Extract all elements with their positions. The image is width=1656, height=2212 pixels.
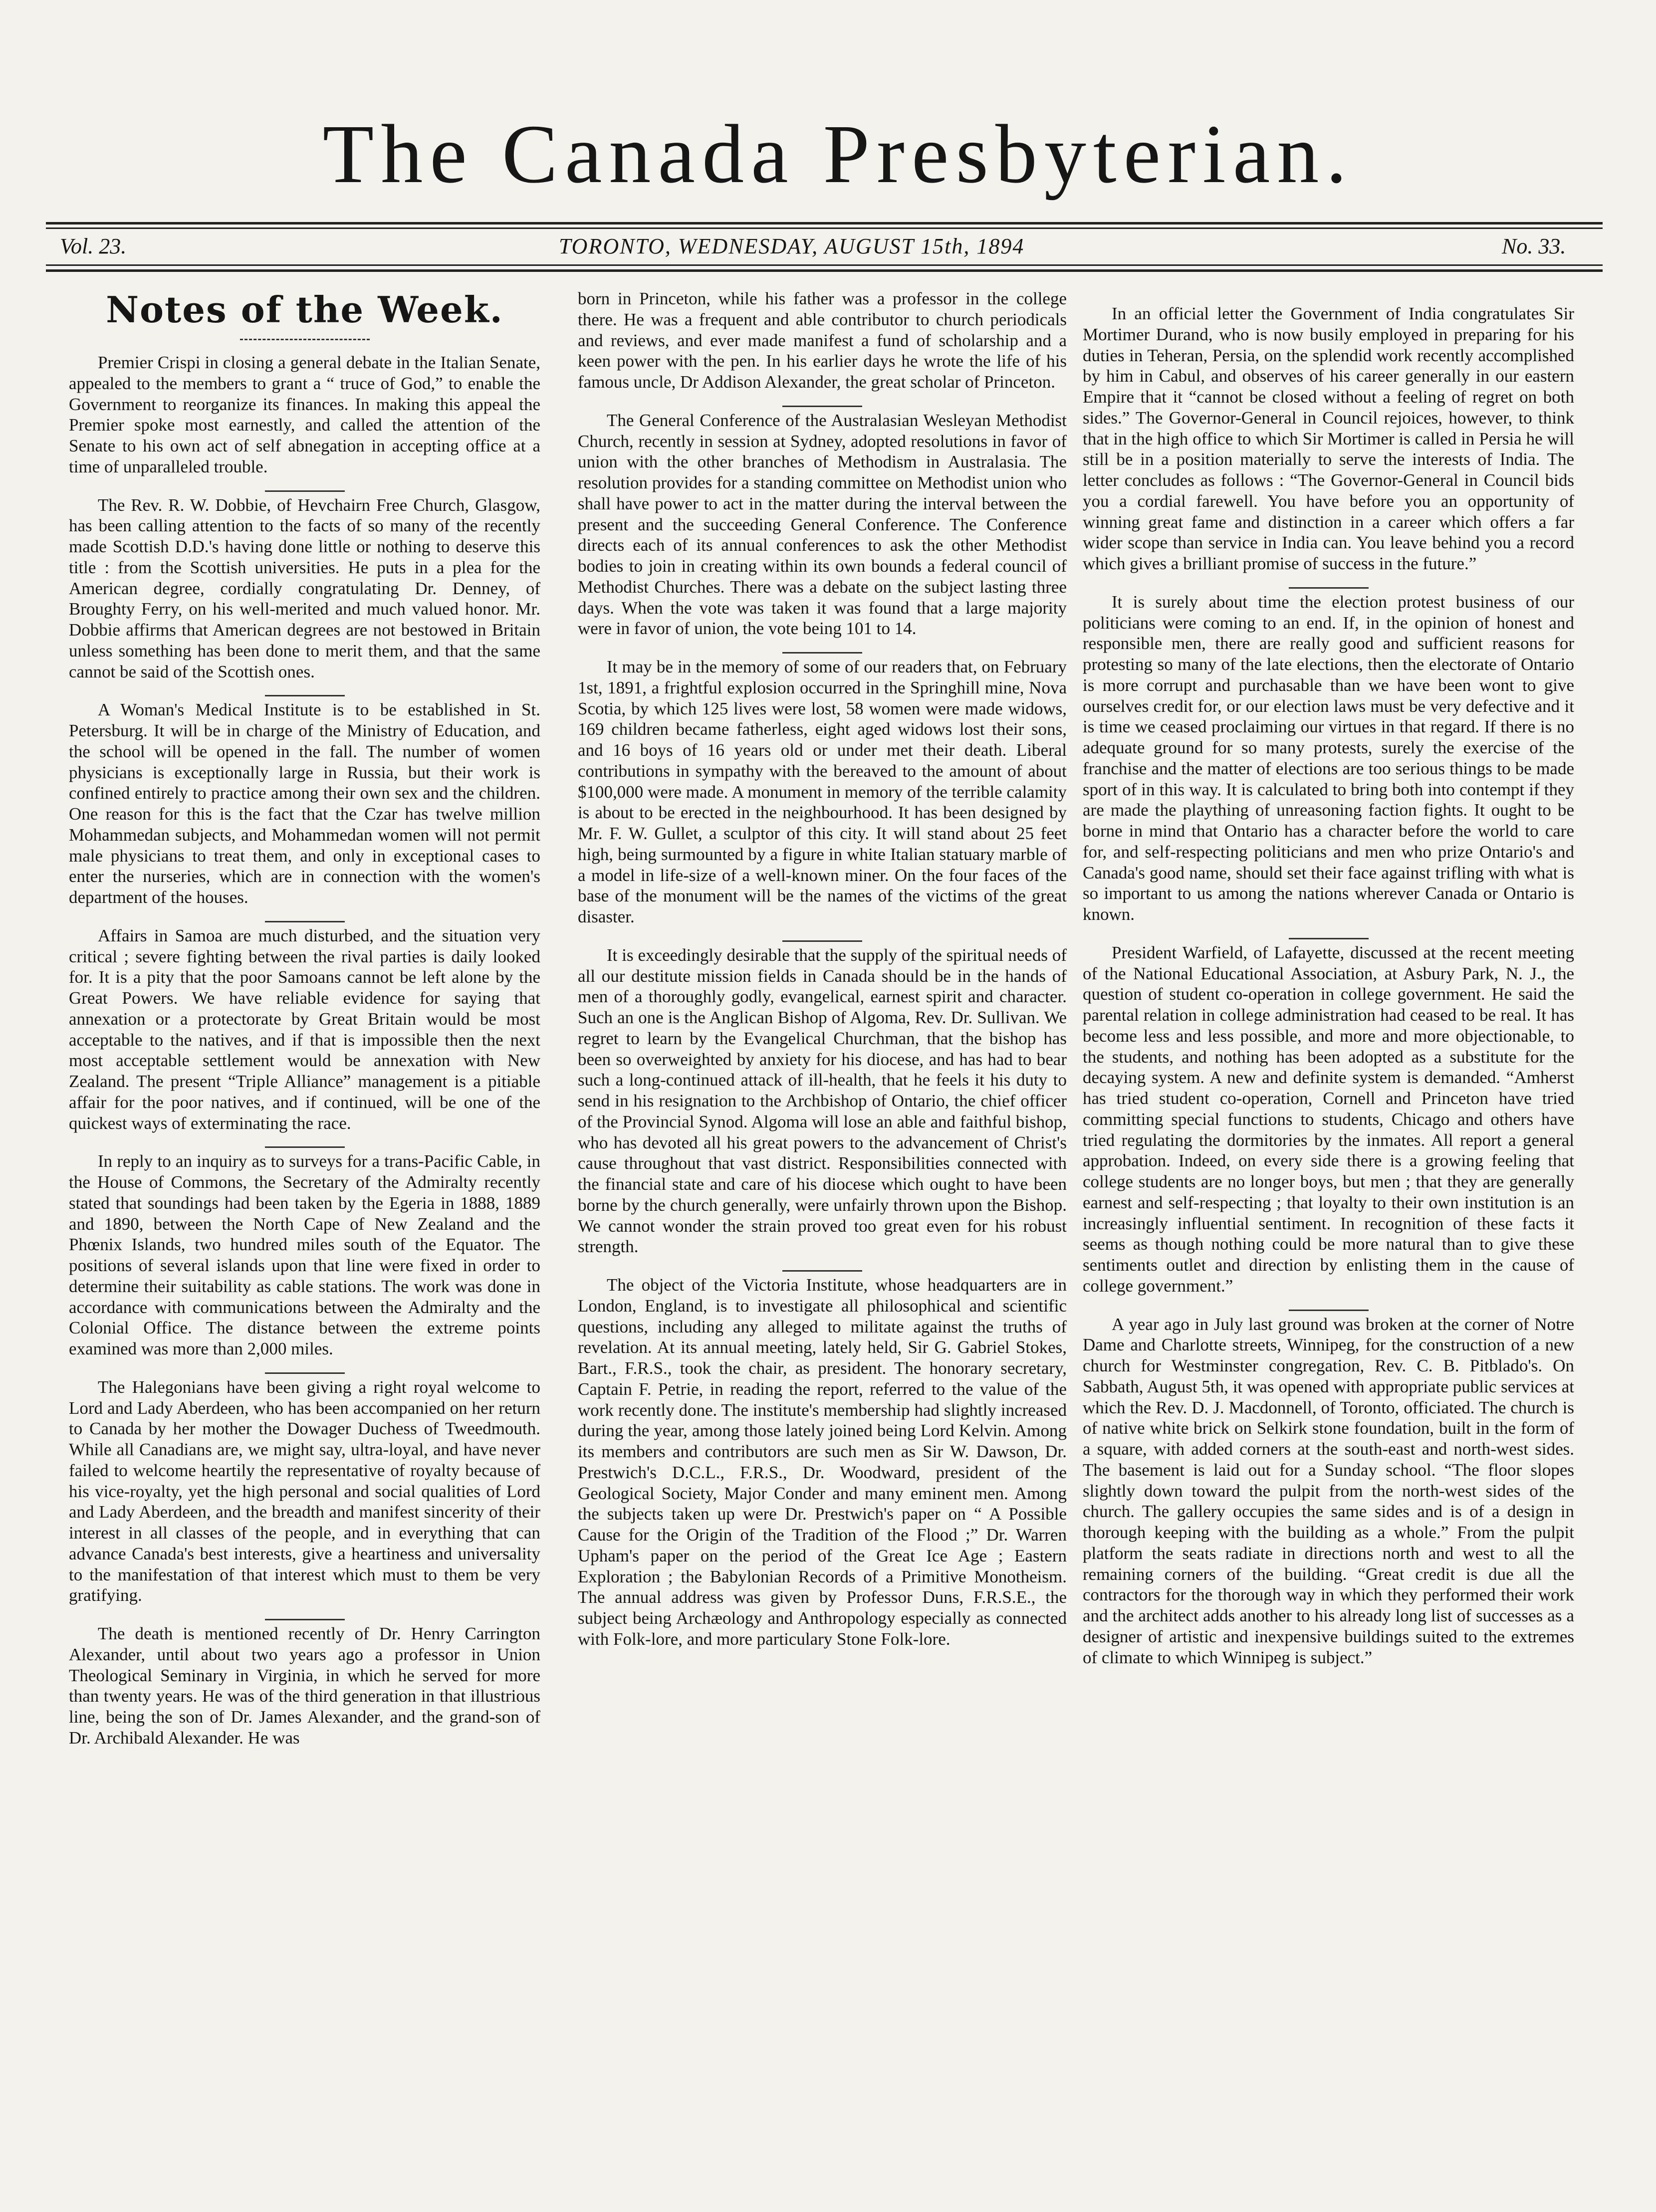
column-1 bbox=[69, 288, 540, 1762]
separator-rule bbox=[265, 695, 345, 696]
dateline-rule bbox=[46, 264, 1603, 266]
separator-rule bbox=[265, 921, 345, 922]
paragraph: A year ago in July last ground was broken at the corner of Notre Dame and Charlotte streets, Winnipeg, for the construction of a new church for Westminster congregation, Rev. C. B. Pitblado's. On Sabbath, August 5th, it was opened with appropriate public services at which the Rev. D. J. Macdonnell, of Toronto, officiated. The church is of native white brick on Selkirk stone foundation, built in the form of a square, with added corners at the south-east and north-west sides. The basement is laid out for a Sunday school. “The floor slopes slightly down toward the pulpit from the north-west sides of the church. The gallery occupies the same sides and is of a design in thorough keeping with the building as a whole.” From the pulpit platform the seats radiate in directions north and west to all the remaining corners of the building. “Great credit is due all the contractors for the thorough way in which they performed their work and the architect adds another to his already long list of successes as a designer of artistic and inexpensive buildings suited to the extremes of climate to which Winnipeg is subject.” bbox=[1083, 1314, 1574, 1667]
paragraph: The Rev. R. W. Dobbie, of Hevchairn Free Church, Glasgow, has been calling attention to the facts of so many of the recently made Scottish D.D.'s having done little or nothing to deserve this title : from the Scottish universities. He puts in a plea for the American degree, cordially congratulating Dr. Denney, of Broughty Ferry, on his well-merited and much valued honor. Mr. Dobbie affirms that American degrees are not bestowed in Britain unless something has been done to merit them, and that the same cannot be said of the Scottish ones. bbox=[69, 495, 540, 681]
separator-rule bbox=[782, 1270, 862, 1272]
separator-rule bbox=[265, 1372, 345, 1374]
column-2 bbox=[578, 288, 1067, 1663]
masthead-second-rule bbox=[46, 227, 1603, 229]
separator-rule bbox=[782, 940, 862, 942]
paragraph: A Woman's Medical Institute is to be established in St. Petersburg. It will be in charge of the Ministry of Education, and the school will be opened in the fall. The number of women physicians is exceptionally large in Russia, but their work is confined entirely to practice among their own sex and the children. One reason for this is the fact that the Czar has twelve million Mohammedan subjects, and Mohammedan women will not permit male physicians to treat them, and only in exceptional cases to enter the nurseries, which are in connection with the women's department of the houses. bbox=[69, 700, 540, 907]
separator-rule bbox=[1289, 587, 1369, 589]
paragraph: President Warfield, of Lafayette, discussed at the recent meeting of the National Educational Association, at Asbury Park, N. J., the question of student co-operation in college government. He said the parental relation in college administration had ceased to be real. It has become less and less possible, and more and more objectionable, to the students, and nothing has been adopted as a substitute for the decaying system. A new and definite system is demanded. “Amherst has tried student co-operation, Cornell and Princeton have tried committing special functions to students, Chicago and others have tried regulating the dormitories by the inmates. All report a general approbation. Indeed, on every side there is a growing feeling that college students are no longer boys, but men ; that they are generally earnest and self-respecting ; that loyalty to their own institution is an increasingly influential sentiment. In recognition of these facts it seems as though nothing could be more natural than to give these sentiments outlet and direction by enlisting them in the cause of college government.” bbox=[1083, 942, 1574, 1296]
separator-rule bbox=[265, 490, 345, 492]
paragraph: The object of the Victoria Institute, whose headquarters are in London, England, is to investigate all philosophical and scientific questions, including any alleged to militate against the truths of revelation. At its annual meeting, lately held, Sir G. Gabriel Stokes, Bart., F.R.S., took the chair, as president. The honorary secretary, Captain F. Petrie, in reading the report, referred to the value of the work recently done. The institute's membership had slightly increased during the year, among those lately joined being Lord Kelvin. Among its members and contributors are such men as Sir W. Dawson, Dr. Prestwich's D.C.L., F.R.S., Dr. Woodward, president of the Geological Society, Major Conder and many eminent men. Among the subjects taken up were Dr. Prestwich's paper on “ A Possible Cause for the Origin of the Tradition of the Flood ;” Dr. Warren Upham's paper on the period of the Great Ice Age ; Eastern Exploration ; the Babylonian Records of a Primitive Monotheism. The annual address was given by Professor Duns, F.R.S.E., the subject being Archæology and Anthropology especially as connected with Folk-lore, and more particulary Stone Folk-lore. bbox=[578, 1275, 1067, 1649]
section-title-rule bbox=[240, 339, 370, 340]
masthead-title: The Canada Presbyterian. bbox=[322, 108, 1354, 201]
separator-rule bbox=[782, 652, 862, 654]
paragraph: The General Conference of the Australasian Wesleyan Methodist Church, recently in session at Sydney, adopted resolutions in favor of union with the other branches of Methodism in Australasia. The resolution provides for a standing committee on Methodist union who shall have power to act in the matter during the interval between the present and the succeeding General Conference. The Conference directs each of its annual conferences to ask the other Methodist bodies to join in creating within its own bounds a federal council of Methodist Churches. There was a debate on the subject lasting three days. When the vote was taken it was found that a large majority were in favor of union, the vote being 101 to 14. bbox=[578, 410, 1067, 639]
separator-rule bbox=[265, 1619, 345, 1620]
paragraph: The Halegonians have been giving a right royal welcome to Lord and Lady Aberdeen, who has been accompanied on her return to Canada by her mother the Dowager Duchess of Tweedmouth. While all Canadians are, we might say, ultra-loyal, and have never failed to welcome heartily the representative of royalty because of his vice-royalty, yet the high personal and social qualities of Lord and Lady Aberdeen, and the breadth and manifest sincerity of their interest in all classes of the people, and in everything that can advance Canada's best interests, give a heartiness and universality to the manifestation of that interest which must to them be very gratifying. bbox=[69, 1377, 540, 1605]
column-3 bbox=[1083, 303, 1574, 1681]
volume-label: Vol. 23. bbox=[60, 234, 127, 258]
separator-rule bbox=[1289, 1310, 1369, 1311]
issue-date: TORONTO, WEDNESDAY, AUGUST 15th, 1894 bbox=[559, 234, 1025, 258]
separator-rule bbox=[782, 406, 862, 407]
paragraph: In reply to an inquiry as to surveys for a trans-Pacific Cable, in the House of Commons, the Secretary of the Admiralty recently stated that soundings had been taken by the Egeria in 1888, 1889 and 1890, between the North Cape of New Zealand and the Phœnix Islands, two hundred miles south of the Equator. The positions of several islands upon that line were fixed in order to determine their suitability as cable stations. The work was done in accordance with communications between the Admiralty and the Colonial Office. The distance between the extreme points examined was more than 2,000 miles. bbox=[69, 1151, 540, 1358]
paragraph: It is surely about time the election protest business of our politicians were coming to an end. If, in the opinion of honest and responsible men, there are really good and sufficient reasons for protesting so many of the late elections, then the electorate of Ontario is more corrupt and purchasable than we have been wont to give ourselves credit for, or our election laws must be very defective and it is time we ceased proclaiming our virtues in that regard. If there is no adequate ground for so many protests, surely the exercise of the franchise and the matter of elections are too serious things to be made sport of in this way. It is calculated to bring both into contempt if they are made the plaything of unreasoning faction fights. It ought to be borne in mind that Ontario has a character before the world to care for, and self-respecting politicians and men who prize Ontario's and Canada's good name, should set their face against trifling with what is so important to us among the nations wherever Canada or Ontario is known. bbox=[1083, 592, 1574, 924]
paragraph: Premier Crispi in closing a general debate in the Italian Senate, appealed to the members to grant a “ truce of God,” to enable the Government to reorganize its finances. In making this appeal the Premier spoke most earnestly, and called the attention of the Senate to his own act of self abnegation in accepting office at a time of unparalleled trouble. bbox=[69, 353, 540, 476]
separator-rule bbox=[1289, 938, 1369, 939]
paragraph: It may be in the memory of some of our readers that, on February 1st, 1891, a frightful explosion occurred in the Springhill mine, Nova Scotia, by which 125 lives were lost, 58 women were made widows, 169 children became fatherless, eight aged widows lost their sons, and 16 boys of 16 years old or under met their death. Liberal contributions in sympathy with the bereaved to the amount of about $100,000 were made. A monument in memory of the terrible calamity is about to be erected in the neighbourhood. It has been designed by Mr. F. W. Gullet, a sculptor of this city. It will stand about 25 feet high, being surmounted by a figure in white Italian statuary marble of a model in life-size of a well-known miner. On the four faces of the base of the monument will be the names of the victims of the great disaster. bbox=[578, 657, 1067, 926]
paragraph: Affairs in Samoa are much disturbed, and the situation very critical ; severe fighting between the rival parties is daily looked for. It is a pity that the poor Samoans cannot be left alone by the Great Powers. We have reliable evidence for saying that annexation or a protectorate by Great Britain would be most acceptable to the natives, and if that is impossible then the next most acceptable settlement would be annexation with New Zealand. The present “Triple Alliance” management is a pitiable affair for the poor natives, and if continued, will be one of the quickest ways of exterminating the race. bbox=[69, 925, 540, 1133]
dateline-bottom-rule bbox=[46, 269, 1603, 272]
separator-rule bbox=[265, 1146, 345, 1148]
masthead-top-rule bbox=[46, 222, 1603, 224]
paragraph: It is exceedingly desirable that the supply of the spiritual needs of all our destitute mission fields in Canada should be in the hands of men of a thoroughly godly, evangelical, earnest spirit and character. Such an one is the Anglican Bishop of Algoma, Rev. Dr. Sullivan. We regret to learn by the Evangelical Churchman, that the bishop has been so overweighted by anxiety for his diocese, and has had to bear such a long-continued attack of ill-health, that he feels it his duty to send in his resignation to the Archbishop of Ontario, the chief officer of the Provincial Synod. Algoma will lose an able and faithful bishop, who has devoted all his great powers to the advancement of Christ's cause throughout that vast district. Responsibilities connected with the financial state and care of his diocese which ought to have been borne by the church generally, were unfairly thrown upon the Bishop. We cannot wonder the strain proved too great even for his robust strength. bbox=[578, 945, 1067, 1257]
paragraph: In an official letter the Government of India congratulates Sir Mortimer Durand, who is now busily employed in preparing for his duties in Teheran, Persia, on the splendid work recently accomplished by him in Cabul, and observes of his career generally in our eastern Empire that it “cannot be closed without a feeling of regret on both sides.” The Governor-General in Council rejoices, however, to think that in the high office to which Sir Mortimer is called in Persia he will still be in a position materially to serve the interests of India. The letter concludes as follows : “The Governor-General in Council bids you a cordial farewell. You have before you an opportunity of winning great fame and distinction in a career which offers a far wider scope than service in India can. You leave behind you a record which gives a brilliant promise of success in the future.” bbox=[1083, 304, 1574, 573]
section-title: Notes of the Week. bbox=[106, 288, 503, 331]
paragraph: The death is mentioned recently of Dr. Henry Carrington Alexander, until about two years ago a professor in Union Theological Seminary in Virginia, in which he served for more than twenty years. He was of the third generation in that illustrious line, being the son of Dr. James Alexander, and the grand-son of Dr. Archibald Alexander. He was bbox=[69, 1624, 540, 1748]
issue-number: No. 33. bbox=[1502, 234, 1566, 258]
paragraph: born in Princeton, while his father was a professor in the college there. He was a frequent and able contributor to church periodicals and reviews, and ever made manifest a fund of scholarship and a keen power with the pen. In his earlier days he wrote the life of his famous uncle, Dr Addison Alexander, the great scholar of Princeton. bbox=[578, 289, 1067, 392]
